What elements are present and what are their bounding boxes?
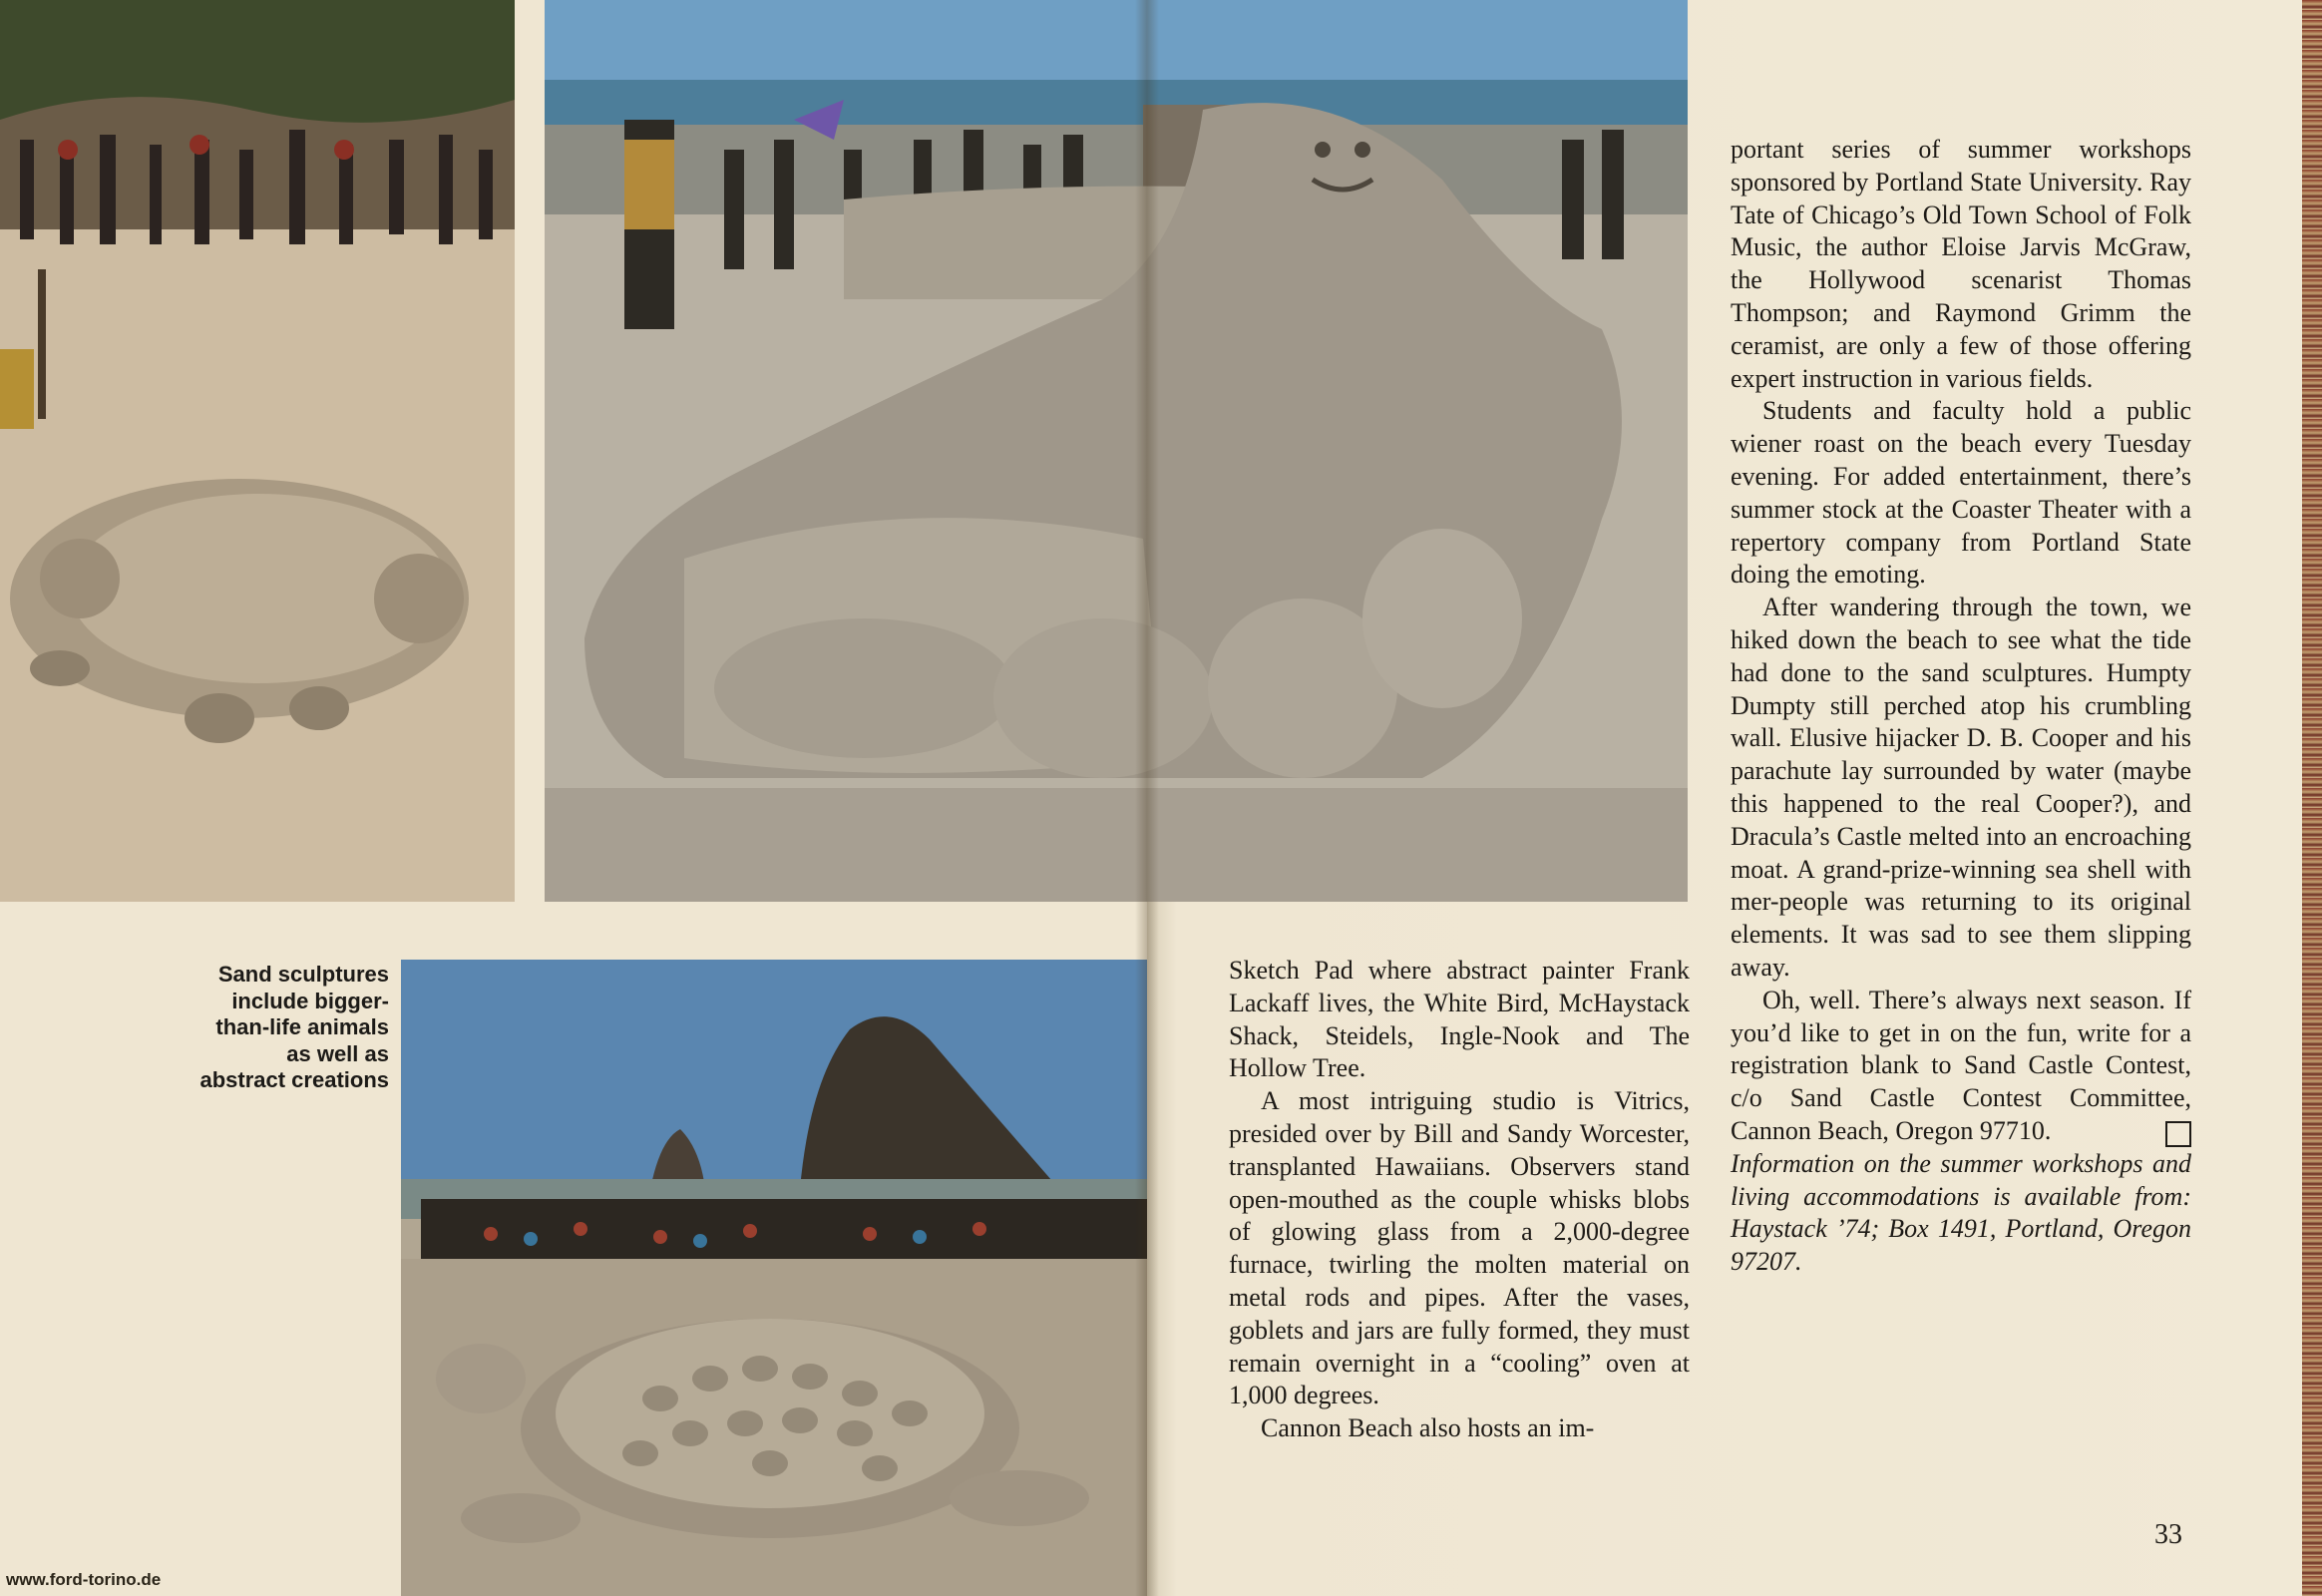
paragraph: Students and faculty hold a public wiener roast on the beach every Tuesday evening. For added entertainment, there’s summer stock at the Coaster Theater with a repertory company from Portland State doing the emoting. [1731,396,2191,590]
paragraph: portant series of summer workshops sponsored by Portland State University. Ray Tate of Chicago’s Old Town School of Folk Music, the author Eloise Jarvis McGraw, the Hollywood scenarist Thomas Thompson; and Raymond Grimm the ceramist, are only a few of those offering expert instruction in various fields. [1731,135,2191,393]
photo-caption [150,962,389,1094]
photo-sand-hand-sculpture [545,0,1688,902]
photo-sand-turtle-haystack-rock [401,960,1147,1596]
caption-line: than-life animals [215,1014,389,1039]
caption-line: as well as [286,1040,389,1066]
page-number: 33 [2154,1519,2182,1550]
paragraph: Cannon Beach also hosts an im- [1261,1413,1595,1443]
book-edge [2302,0,2322,1596]
closing-text: Oh, well. There’s always next season. If you’d like to get in on the fun, write for a registration blank to Sand Castle Contest, c/o Sand Castle Contest Committee, Cannon Beach, Oregon 97710. [1731,985,2191,1145]
article-column-middle [1229,955,1690,1445]
info-note: Information on the summer workshops and living accommodations is available from: Haystack ’74; Box 1491, Portland, Oregon 97207. [1731,1148,2191,1277]
article-column-right [1731,134,2191,1279]
caption-line: Sand sculptures [217,962,389,987]
caption-line: include bigger- [231,988,389,1013]
source-watermark: www.ford-torino.de [6,1570,162,1589]
end-mark-box-icon [2165,1121,2191,1147]
paragraph: A most intriguing studio is Vitrics, presided over by Bill and Sandy Worcester, transplanted Hawaiians. Observers stand open-mouthed as the couple whisks blobs of glowing glass from a 2,000-degree furnace, twirling the molten material on metal rods and pipes. After the vases, goblets and jars are fully formed, they must remain overnight in a “cooling” oven at 1,000 degrees. [1229,1086,1690,1410]
closing-paragraph [1731,985,2191,1148]
page-gutter [1135,0,1159,1596]
photo-sand-animal [0,0,515,902]
paragraph: After wandering through the town, we hiked down the beach to see what the tide had done to the sand sculptures. Humpty Dumpty still perched atop his crumbling wall. Elusive hijacker D. B. Cooper and his parachute lay surrounded by water (maybe this happened to the real Cooper?), and Dracula’s Castle melted into an encroaching moat. A grand-prize-winning sea shell with mer-people was returning to its original elements. It was sad to see them slipping away. [1731,593,2191,982]
paragraph: Sketch Pad where abstract painter Frank Lackaff lives, the White Bird, McHaystack Shack, Steidels, Ingle-Nook and The Hollow Tree. [1229,956,1690,1083]
caption-line: abstract creations [199,1067,389,1092]
